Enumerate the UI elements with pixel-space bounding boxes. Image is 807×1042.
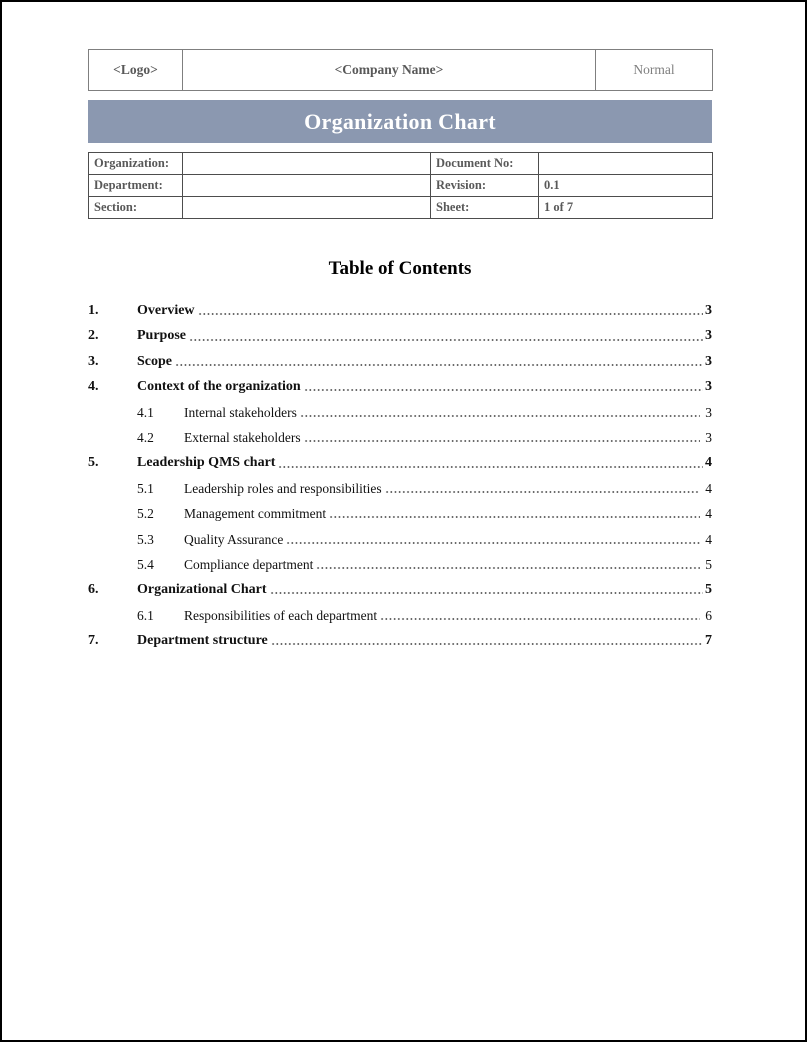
toc-entry-label: Organizational Chart: [137, 582, 267, 598]
toc-entry-page: 6: [705, 607, 712, 623]
dot-leader: [278, 450, 703, 475]
toc-entry[interactable]: [88, 425, 712, 450]
toc-entry[interactable]: [88, 501, 712, 526]
toc-entry-page: 3: [705, 429, 712, 445]
toc-entry-page: 3: [705, 303, 712, 318]
section-label: Section:: [89, 197, 183, 219]
toc-entry-number: 4.: [88, 379, 99, 395]
page-content: [88, 49, 712, 653]
dot-leader: [329, 501, 700, 526]
department-label: Department:: [89, 175, 183, 197]
toc-list: [88, 298, 712, 653]
dot-leader: [300, 400, 700, 425]
organization-label: Organization:: [89, 153, 183, 175]
logo-placeholder: <Logo>: [89, 50, 183, 91]
title-banner: [88, 100, 712, 143]
toc-entry-label: Leadership QMS chart: [137, 455, 276, 471]
organization-value-field[interactable]: [183, 153, 431, 175]
revision-label: Revision:: [431, 175, 539, 197]
toc-entry-page: 7: [705, 633, 712, 649]
dot-leader: [175, 349, 703, 374]
toc-entry-number: 5.4: [137, 556, 154, 572]
toc-entry-label: Responsibilities of each department: [184, 607, 378, 623]
toc-entry-page: 4: [705, 455, 712, 471]
toc-entry-label: Internal stakeholders: [184, 404, 297, 420]
toc-entry-label: Purpose: [137, 328, 186, 344]
toc-entry[interactable]: [88, 552, 712, 577]
toc-entry-label: Leadership roles and responsibilities: [184, 480, 382, 496]
toc-entry-page: 3: [705, 379, 712, 395]
toc-entry-number: 7.: [88, 633, 99, 649]
sheet-value: 1 of 7: [539, 197, 713, 219]
toc-entry-page: 3: [705, 404, 712, 420]
toc-entry-page: 3: [705, 328, 712, 344]
company-name-placeholder: <Company Name>: [183, 50, 596, 91]
toc-entry-label: Overview: [137, 303, 195, 318]
dot-leader: [198, 298, 703, 323]
toc-entry[interactable]: [88, 577, 712, 602]
toc-entry[interactable]: [88, 476, 712, 501]
toc-entry[interactable]: [88, 527, 712, 552]
dot-leader: [286, 527, 700, 552]
section-value-field[interactable]: [183, 197, 431, 219]
toc-entry-label: Scope: [137, 353, 172, 369]
dot-leader: [189, 323, 703, 348]
toc-entry-page: 5: [705, 582, 712, 598]
document-no-value-field[interactable]: [539, 153, 713, 175]
toc-entry-label: Department structure: [137, 633, 268, 649]
toc-entry-label: External stakeholders: [184, 429, 301, 445]
toc-entry-number: 5.: [88, 455, 99, 471]
toc-entry[interactable]: [88, 450, 712, 475]
toc-entry-page: 4: [705, 506, 712, 522]
table-row: [89, 175, 713, 197]
toc-entry-label: Compliance department: [184, 556, 314, 572]
toc-entry-page: 5: [705, 556, 712, 572]
document-meta-table: [88, 152, 713, 219]
toc-entry-number: 3.: [88, 353, 99, 369]
document-title: Organization Chart: [304, 108, 496, 134]
toc-entry-page: 4: [705, 480, 712, 496]
toc-entry-number: 5.2: [137, 506, 154, 522]
toc-entry-number: 4.1: [137, 404, 154, 420]
department-value-field[interactable]: [183, 175, 431, 197]
toc-entry-number: 5.1: [137, 480, 154, 496]
table-row: [89, 153, 713, 175]
toc-entry-label: Quality Assurance: [184, 531, 284, 547]
toc-entry-number: 4.2: [137, 429, 154, 445]
toc-entry-label: Context of the organization: [137, 379, 301, 395]
toc-title: Table of Contents: [328, 258, 472, 279]
classification-label: Normal: [596, 50, 713, 91]
toc-entry-page: 3: [705, 353, 712, 369]
dot-leader: [270, 577, 704, 602]
dot-leader: [385, 476, 701, 501]
toc-entry-number: 6.1: [137, 607, 154, 623]
toc-entry-number: 6.: [88, 582, 99, 598]
document-no-label: Document No:: [431, 153, 539, 175]
toc-entry[interactable]: [88, 400, 712, 425]
sheet-label: Sheet:: [431, 197, 539, 219]
toc-entry-number: 1.: [88, 303, 99, 318]
document-header-table: [88, 49, 713, 91]
dot-leader: [380, 603, 700, 628]
toc-entry-page: 4: [705, 531, 712, 547]
toc-entry[interactable]: [88, 298, 712, 323]
table-row: [89, 197, 713, 219]
toc-entry[interactable]: [88, 349, 712, 374]
toc-entry-number: 5.3: [137, 531, 154, 547]
dot-leader: [271, 628, 703, 653]
toc-entry[interactable]: [88, 628, 712, 653]
toc-entry[interactable]: [88, 603, 712, 628]
dot-leader: [316, 552, 700, 577]
toc-entry[interactable]: [88, 374, 712, 399]
dot-leader: [304, 425, 701, 450]
toc-entry[interactable]: [88, 323, 712, 348]
toc-entry-label: Management commitment: [184, 506, 327, 522]
toc-entry-number: 2.: [88, 328, 99, 344]
dot-leader: [304, 374, 703, 399]
revision-value: 0.1: [539, 175, 713, 197]
